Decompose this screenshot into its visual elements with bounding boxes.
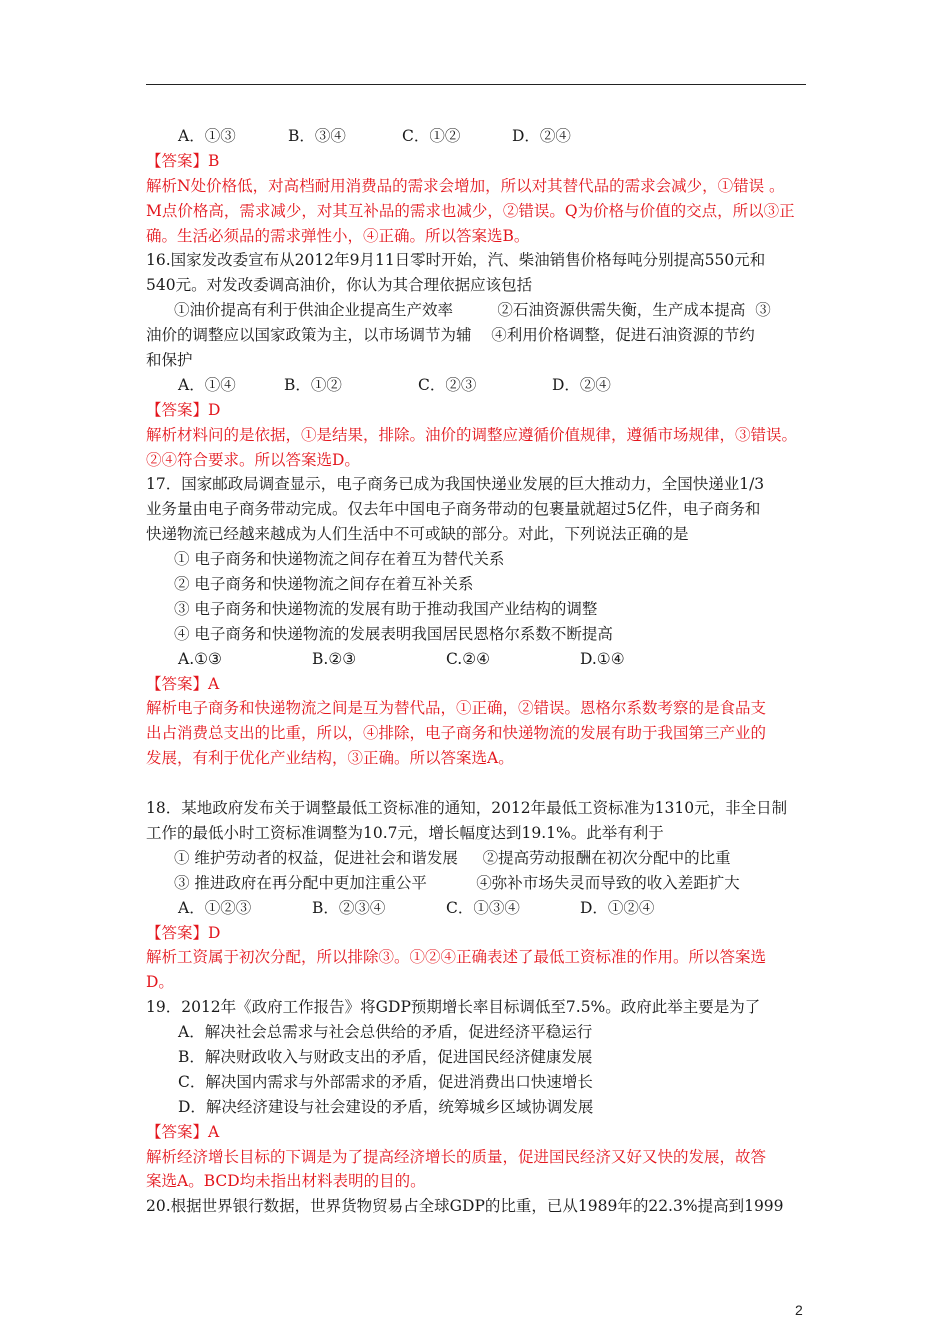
q17-item-line: ③ 电子商务和快递物流的发展有助于推动我国产业结构的调整 xyxy=(174,599,598,618)
q17-item-line: ② 电子商务和快递物流之间存在着互补关系 xyxy=(174,575,474,594)
q17-answer xyxy=(146,672,810,697)
q15-option-a: A．①③ xyxy=(178,127,236,145)
answer-value: D xyxy=(208,923,221,942)
blank-line xyxy=(146,771,810,796)
q17-item-line: ④ 电子商务和快递物流的发展表明我国居民恩格尔系数不断提高 xyxy=(174,624,613,643)
q18-analysis-line: D。 xyxy=(146,973,174,992)
q17-analysis-line: 出占消费总支出的比重，所以，④排除，电子商务和快递物流的发展有助于我国第三产业的 xyxy=(146,724,767,743)
q15-options xyxy=(146,124,810,149)
q17-stem-line: 快递物流已经越来越成为人们生活中不可或缺的部分。对此，下列说法正确的是 xyxy=(146,525,689,544)
q19-analysis-line: 解析经济增长目标的下调是为了提高经济增长的质量，促进国民经济又好又快的发展，故答 xyxy=(146,1147,767,1166)
q17-item-line: ① 电子商务和快递物流之间存在着互为替代关系 xyxy=(174,550,505,569)
q15-option-c: C．①② xyxy=(402,127,461,145)
q19-analysis-line: 案选A。BCD均未指出材料表明的目的。 xyxy=(146,1172,426,1191)
q16-stem-line: 540元。对发改委调高油价，你认为其合理依据应该包括 xyxy=(146,276,533,295)
q16-analysis-line: 解析材料问的是依据，①是结果，排除。油价的调整应遵循价值规律，遵循市场规律，③错误。 xyxy=(146,425,798,444)
q19-choice: A．解决社会总需求与社会总供给的矛盾，促进经济平稳运行 xyxy=(178,1023,593,1042)
q19-answer xyxy=(146,1120,810,1145)
answer-value: A xyxy=(208,674,220,693)
q18-options xyxy=(146,896,810,921)
q17-stem-line: 17．国家邮政局调查显示，电子商务已成为我国快递业发展的巨大推动力，全国快递业1/3 xyxy=(146,475,765,494)
q16-option-d: D．②④ xyxy=(552,375,611,394)
document-body xyxy=(146,124,810,1219)
q17-option-d: D.①④ xyxy=(580,649,625,668)
answer-value: B xyxy=(208,151,220,170)
q18-analysis-line: 解析工资属于初次分配，所以排除③。①②④正确表述了最低工资标准的作用。所以答案选 xyxy=(146,948,767,967)
q19-choice: C．解决国内需求与外部需求的矛盾，促进消费出口快速增长 xyxy=(178,1072,593,1091)
q18-option-c: C．①③④ xyxy=(446,898,520,917)
q15-analysis-line: 确。生活必须品的需求弹性小，④正确。所以答案选B。 xyxy=(146,226,530,245)
q16-option-b: B．①② xyxy=(284,375,342,394)
answer-label: 【答案】 xyxy=(146,1122,209,1141)
q15-option-d: D．②④ xyxy=(512,127,571,145)
q20-stem-line: 20.根据世界银行数据，世界货物贸易占全球GDP的比重，已从1989年的22.3%提高到1999 xyxy=(146,1197,784,1216)
q17-analysis-line: 发展，有利于优化产业结构，③正确。所以答案选A。 xyxy=(146,749,514,768)
q16-answer xyxy=(146,398,810,423)
q16-option-c: C．②③ xyxy=(418,375,477,394)
q17-option-c: C.②④ xyxy=(446,649,491,668)
q17-options xyxy=(146,647,810,672)
q15-option-b: B．③④ xyxy=(288,127,346,145)
q18-option-d: D．①②④ xyxy=(580,898,655,917)
answer-label: 【答案】 xyxy=(146,674,209,693)
q18-option-b: B．②③④ xyxy=(312,898,386,917)
q18-option-a: A．①②③ xyxy=(178,898,252,917)
q16-analysis-line: ②④符合要求。所以答案选D。 xyxy=(146,450,360,469)
q17-stem-line: 业务量由电子商务带动完成。仅去年中国电子商务带动的包裹量就超过5亿件，电子商务和 xyxy=(146,500,761,519)
answer-value: D xyxy=(208,400,221,419)
q19-choice: D．解决经济建设与社会建设的矛盾，统筹城乡区域协调发展 xyxy=(178,1097,594,1116)
q16-item-line: ①油价提高有利于供油企业提高生产效率 ②石油资源供需失衡，生产成本提高 ③ xyxy=(174,301,771,320)
q16-item-line: 油价的调整应以国家政策为主，以市场调节为辅 ④利用价格调整，促进石油资源的节约 xyxy=(146,326,755,345)
q18-item-line: ① 维护劳动者的权益，促进社会和谐发展 ②提高劳动报酬在初次分配中的比重 xyxy=(174,848,731,867)
page-number: 2 xyxy=(795,1302,803,1318)
q18-stem-line: 工作的最低小时工资标准调整为10.7元，增长幅度达到19.1%。此举有利于 xyxy=(146,823,664,842)
q19-stem-line: 19．2012年《政府工作报告》将GDP预期增长率目标调低至7.5%。政府此举主要是为了 xyxy=(146,998,761,1017)
q15-analysis-line: M点价格高，需求减少，对其互补品的需求也减少，②错误。Q为价格与价值的交点，所以③正 xyxy=(146,201,795,220)
q16-options xyxy=(146,373,810,398)
answer-value: A xyxy=(208,1122,220,1141)
q16-option-a: A．①④ xyxy=(178,375,236,394)
q17-option-a: A.①③ xyxy=(178,649,222,668)
q18-answer xyxy=(146,921,810,946)
answer-label: 【答案】 xyxy=(146,923,209,942)
q17-analysis-line: 解析电子商务和快递物流之间是互为替代品，①正确，②错误。恩格尔系数考察的是食品支 xyxy=(146,699,767,718)
answer-label: 【答案】 xyxy=(146,400,209,419)
q18-item-line: ③ 推进政府在再分配中更加注重公平 ④弥补市场失灵而导致的收入差距扩大 xyxy=(174,873,740,892)
q18-stem-line: 18．某地政府发布关于调整最低工资标准的通知，2012年最低工资标准为1310元，非全日制 xyxy=(146,799,788,818)
q16-item-line: 和保护 xyxy=(146,351,193,370)
q15-analysis-line: 解析N处价格低，对高档耐用消费品的需求会增加，所以对其替代品的需求会减少，①错误 。 xyxy=(146,176,785,195)
header-rule xyxy=(146,84,806,85)
q19-choice: B．解决财政收入与财政支出的矛盾，促进国民经济健康发展 xyxy=(178,1047,593,1066)
answer-label: 【答案】 xyxy=(146,151,209,170)
q15-answer xyxy=(146,149,810,174)
q17-option-b: B.②③ xyxy=(312,649,357,668)
q16-stem-line: 16.国家发改委宣布从2012年9月11日零时开始，汽、柴油销售价格每吨分别提高550元和 xyxy=(146,251,766,270)
